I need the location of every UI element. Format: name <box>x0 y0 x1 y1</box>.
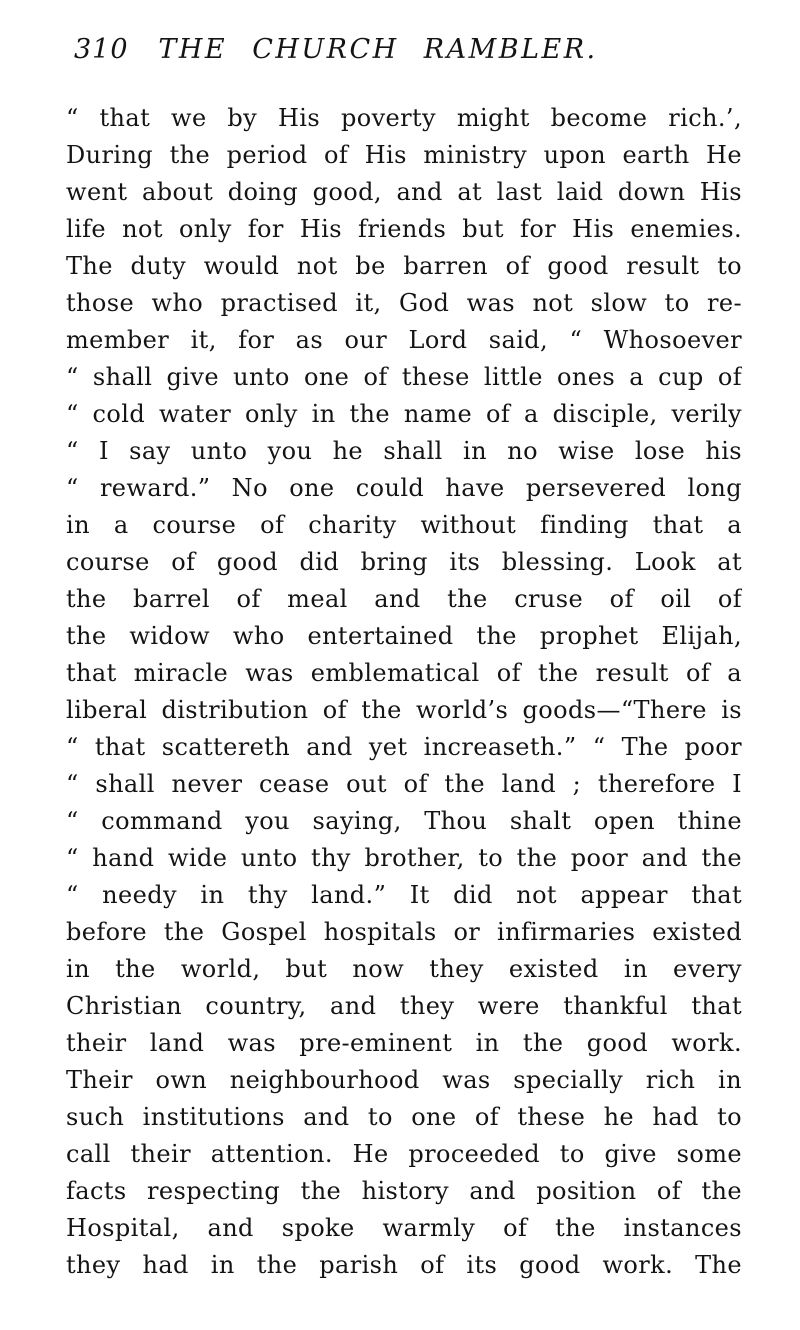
text-line: “ needy in thy land.” It did not appear that <box>66 881 742 909</box>
page-header <box>66 33 742 67</box>
text-line: Hospital, and spoke warmly of the instances <box>66 1214 742 1242</box>
text-line: “ I say unto you he shall in no wise lose his <box>66 437 742 465</box>
text-line: member it, for as our Lord said, “ Whosoever <box>66 326 742 354</box>
page-number: 310 <box>74 34 129 65</box>
text-line: went about doing good, and at last laid down His <box>66 178 742 206</box>
text-line: they had in the parish of its good work. The <box>66 1251 742 1279</box>
text-line: “ command you saying, Thou shalt open thine <box>66 807 742 835</box>
text-line: “ that we by His poverty might become rich.’, <box>66 104 742 132</box>
text-line: Christian country, and they were thankful that <box>66 992 742 1020</box>
text-line: liberal distribution of the world’s goods—“There is <box>66 696 742 724</box>
text-line: those who practised it, God was not slow to re- <box>66 289 742 317</box>
text-line: “ that scattereth and yet increaseth.” “ The poor <box>66 733 742 761</box>
text-line: that miracle was emblematical of the result of a <box>66 659 742 687</box>
running-title: THE CHURCH RAMBLER. <box>158 34 598 65</box>
text-line: such institutions and to one of these he had to <box>66 1103 742 1131</box>
text-line: “ hand wide unto thy brother, to the poor and the <box>66 844 742 872</box>
text-line: the widow who entertained the prophet Elijah, <box>66 622 742 650</box>
text-line: facts respecting the history and position of the <box>66 1177 742 1205</box>
text-line: before the Gospel hospitals or infirmaries existed <box>66 918 742 946</box>
text-line: “ cold water only in the name of a disciple, verily <box>66 400 742 428</box>
text-line: “ reward.” No one could have persevered long <box>66 474 742 502</box>
text-line: “ shall never cease out of the land ; therefore I <box>66 770 742 798</box>
text-line: their land was pre-eminent in the good work. <box>66 1029 742 1057</box>
page-body <box>66 100 742 1284</box>
text-line: course of good did bring its blessing. Look at <box>66 548 742 576</box>
text-line: The duty would not be barren of good result to <box>66 252 742 280</box>
text-line: in a course of charity without finding that a <box>66 511 742 539</box>
text-line: During the period of His ministry upon earth He <box>66 141 742 169</box>
text-line: Their own neighbourhood was specially rich in <box>66 1066 742 1094</box>
text-line: life not only for His friends but for His enemies. <box>66 215 742 243</box>
text-line: in the world, but now they existed in every <box>66 955 742 983</box>
text-line: “ shall give unto one of these little ones a cup of <box>66 363 742 391</box>
text-line: the barrel of meal and the cruse of oil of <box>66 585 742 613</box>
text-line: call their attention. He proceeded to give some <box>66 1140 742 1168</box>
